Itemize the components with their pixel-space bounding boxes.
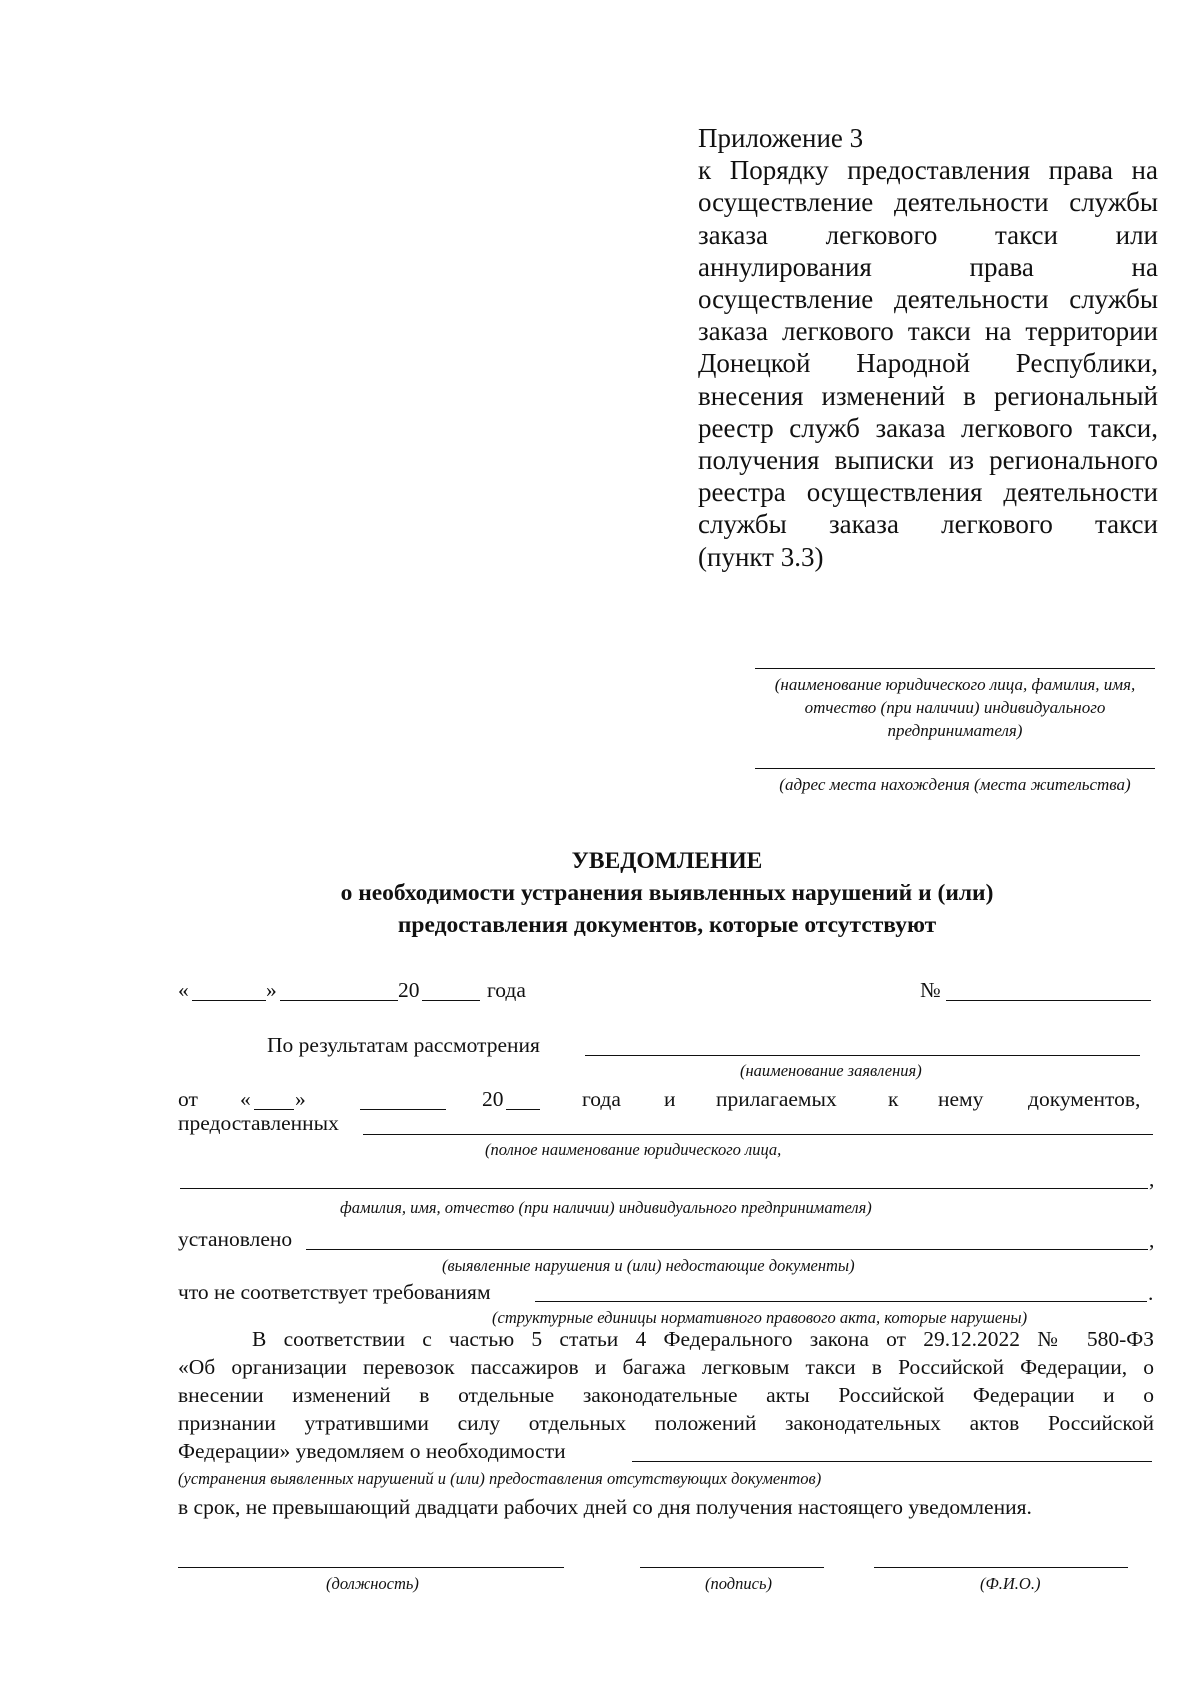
deadline-text: в срок, не превышающий двадцати рабочих дней со дня получения настоящего уведомления. [178,1495,1032,1519]
date-day-field[interactable] [192,1000,266,1001]
date-year-prefix: 20 [398,978,420,1002]
addressee-name-hint: (наименование юридического лица, фамилия, имя, отчество (при наличии) индивидуального предпринимателя) [774,675,1136,740]
appendix-line: заказа легкового такси на территории [698,316,1158,347]
legal-entity-hint: (полное наименование юридического лица, [485,1140,782,1159]
established-label: установлено [178,1227,293,1251]
date-month-field[interactable] [280,1000,398,1001]
norm-hint: (структурные единицы нормативного правового акта, которые нарушены) [492,1308,1028,1327]
from-to-word: к [888,1087,899,1111]
signature-hint: (подпись) [705,1574,772,1593]
position-field[interactable] [178,1567,564,1568]
full-name-field[interactable] [874,1567,1128,1568]
law-line: внесении изменений в отдельные законодательные акты Российской Федерации и о [178,1383,1154,1407]
norm-field[interactable] [535,1301,1147,1302]
appendix-line: аннулирования права на [698,251,1158,282]
law-line: «Об организации перевозок пассажиров и багажа легковым такси в Российской Федерации, о [178,1355,1154,1379]
appendix-line: реестра осуществления деятельности [698,477,1158,508]
from-close-quote: » [295,1087,306,1111]
norm-period: . [1148,1281,1154,1305]
submitted-label: предоставленных [178,1111,339,1135]
from-month-field[interactable] [360,1109,446,1110]
violations-hint: (выявленные нарушения и (или) недостающие документы) [442,1256,855,1275]
from-it-word: нему [938,1087,984,1111]
addressee-address-hint: (адрес места нахождения (места жительства) [779,775,1131,794]
appendix-line: получения выписки из регионального [698,445,1158,476]
appendix-block [698,122,1158,573]
addressee-name-line[interactable] [755,668,1155,669]
appendix-line: реестр служб заказа легкового такси, [698,412,1158,443]
entrepreneur-field[interactable] [180,1188,1148,1189]
date-open-quote: « [178,978,189,1002]
law-line: признании утратившими силу отдельных положений законодательных актов Российской [178,1411,1154,1435]
from-word: от [178,1087,198,1111]
addressee-address-line[interactable] [755,768,1155,769]
appendix-line: осуществление деятельности службы [698,187,1158,218]
action-hint: (устранения выявленных нарушений и (или) предоставления отсутствующих документов) [178,1469,822,1488]
violations-field[interactable] [306,1249,1148,1250]
required-action-field[interactable] [632,1461,1152,1462]
date-year-word: года [487,978,526,1002]
position-hint: (должность) [326,1574,419,1593]
notice-number-field[interactable] [946,1000,1151,1001]
date-close-quote: » [266,978,277,1002]
from-attached-word: прилагаемых [716,1087,837,1111]
notice-title: УВЕДОМЛЕНИЕ [571,848,763,874]
entrepreneur-hint: фамилия, имя, отчество (при наличии) индивидуального предпринимателя) [340,1198,872,1217]
application-name-field[interactable] [585,1055,1140,1056]
appendix-line: Донецкой Народной Республики, [698,348,1158,379]
appendix-line: к Порядку предоставления права на [698,155,1158,186]
signature-field[interactable] [640,1567,824,1568]
application-hint: (наименование заявления) [740,1061,922,1080]
entrepreneur-comma: , [1149,1167,1155,1191]
full-name-hint: (Ф.И.О.) [980,1574,1041,1593]
appendix-line: службы заказа легкового такси [698,509,1158,540]
review-label: По результатам рассмотрения [267,1033,540,1057]
law-line: В соответствии с частью 5 статьи 4 Федерального закона от 29.12.2022 № 580-ФЗ [252,1327,1154,1351]
notice-subtitle-line2: предоставления документов, которые отсутствуют [397,912,937,938]
appendix-line: (пункт 3.3) [698,541,824,572]
notice-subtitle-line1: о необходимости устранения выявленных нарушений и (или) [340,880,994,906]
from-year-word: года [582,1087,621,1111]
appendix-line: заказа легкового такси или [698,219,1158,250]
law-last-line: Федерации» уведомляем о необходимости [178,1439,566,1463]
not-comply-label: что не соответствует требованиям [178,1280,491,1304]
date-year-field[interactable] [422,1000,480,1001]
appendix-line: осуществление деятельности службы [698,284,1158,315]
violations-comma: , [1149,1228,1155,1252]
from-documents-word: документов, [1028,1087,1141,1111]
submitted-by-field[interactable] [363,1134,1153,1135]
from-open-quote: « [240,1087,251,1111]
number-sign: № [920,978,941,1002]
appendix-line: Приложение 3 [698,123,864,153]
from-year-field[interactable] [506,1109,540,1110]
from-year-prefix: 20 [482,1087,504,1111]
appendix-line: внесения изменений в региональный [698,380,1158,411]
from-and-word: и [664,1087,676,1111]
